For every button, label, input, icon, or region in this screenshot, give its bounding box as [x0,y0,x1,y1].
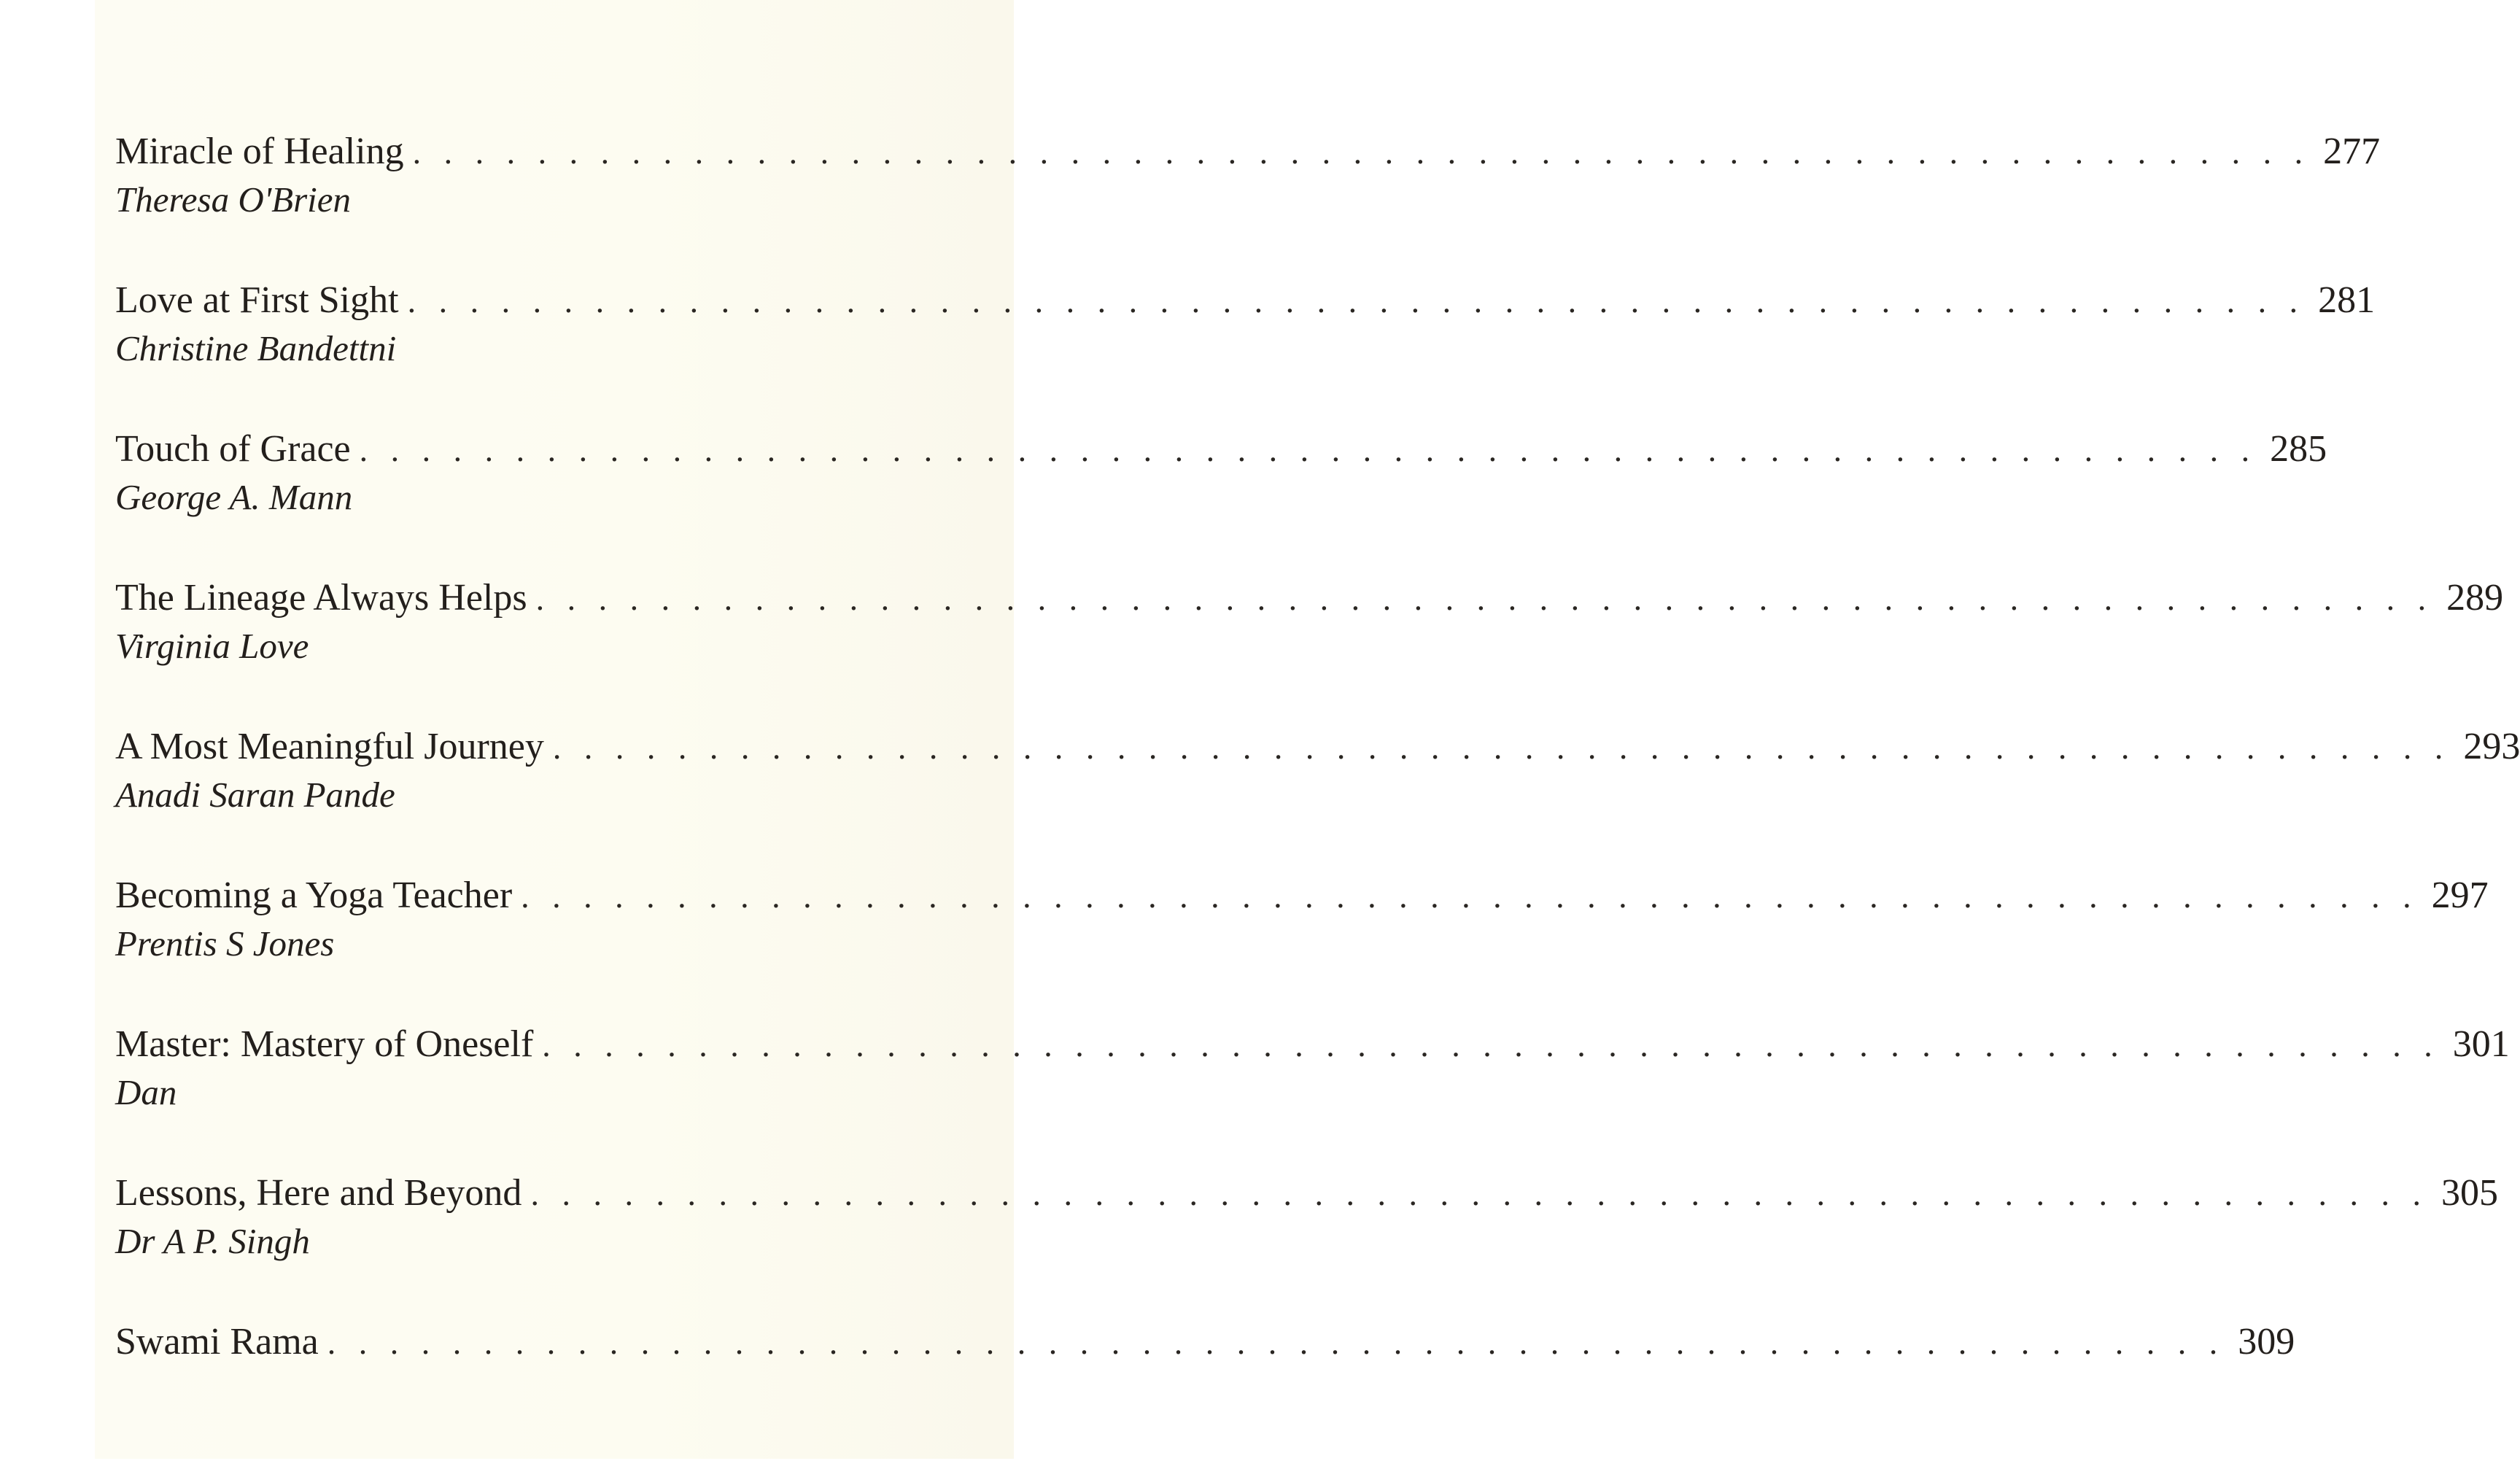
dot-leader: . . . . . . . . . . . . . . . . . . . . . . . . . . . . . . . . . . . . . . . . . . . . . . . . . . . . . . . . . . . . . [359,431,2257,468]
toc-entry-line [115,130,2381,174]
toc-entry-title: The Lineage Always Helps [115,577,527,619]
toc-entry-page-number: 301 [2452,1023,2510,1065]
toc-entry-page-number: 289 [2446,577,2504,619]
toc-entry-line [115,1171,2498,1216]
toc-entry-author: Theresa O'Brien [115,179,352,220]
toc-entry-author: Virginia Love [115,626,309,666]
toc-entry-title: Becoming a Yoga Teacher [115,875,513,916]
toc-entry-title: A Most Meaningful Journey [115,726,544,767]
toc-entry-title: Swami Rama [115,1321,319,1363]
toc-entry-author: Christine Bandettni [115,328,397,368]
toc-entry [115,874,2489,1023]
toc-entry-author: George A. Mann [115,477,353,517]
toc-entry-page-number: 297 [2431,875,2489,916]
dot-leader: . . . . . . . . . . . . . . . . . . . . . . . . . . . . . . . . . . . . . . . . . . . . . . . . . . . . . . . . . . . . . [521,877,2419,915]
toc-entry-line [115,725,2520,770]
toc-entry-line [115,576,2504,621]
toc-entry-author: Dan [115,1072,177,1112]
toc-entry-title: Touch of Grace [115,428,351,470]
toc-entry-page-number: 277 [2323,131,2381,172]
toc-entry-author: Dr A P. Singh [115,1221,310,1261]
dot-leader: . . . . . . . . . . . . . . . . . . . . . . . . . . . . . . . . . . . . . . . . . . . . . . . . . . . . . . . . . . . . . [530,1175,2428,1212]
toc-entry [115,279,2376,427]
dot-leader: . . . . . . . . . . . . . . . . . . . . . . . . . . . . . . . . . . . . . . . . . . . . . . . . . . . . . . . . . . . . . [412,133,2311,171]
toc-entry-title: Master: Mastery of Oneself [115,1023,534,1065]
toc-entry-page-number: 285 [2270,428,2327,470]
dot-leader: . . . . . . . . . . . . . . . . . . . . . . . . . . . . . . . . . . . . . . . . . . . . . . . . . . . . . . . . . . . . . [327,1324,2225,1361]
dot-leader: . . . . . . . . . . . . . . . . . . . . . . . . . . . . . . . . . . . . . . . . . . . . . . . . . . . . . . . . . . . . . [552,729,2451,766]
toc-entry-line [115,1023,2510,1067]
toc-entry [115,427,2327,576]
table-of-contents [115,130,2520,1469]
dot-leader: . . . . . . . . . . . . . . . . . . . . . . . . . . . . . . . . . . . . . . . . . . . . . . . . . . . . . . . . . . . . . [542,1026,2440,1063]
toc-entry-title: Miracle of Healing [115,131,404,172]
toc-entry [115,1171,2498,1320]
toc-entry-line [115,874,2489,918]
toc-entry [115,130,2381,279]
toc-entry-page-number: 309 [2238,1321,2295,1363]
toc-entry-author: Anadi Saran Pande [115,775,395,815]
toc-entry-page-number: 281 [2318,279,2376,321]
dot-leader: . . . . . . . . . . . . . . . . . . . . . . . . . . . . . . . . . . . . . . . . . . . . . . . . . . . . . . . . . . . . . [535,580,2434,617]
toc-entry-line [115,279,2376,323]
toc-entry [115,576,2504,725]
toc-entry-page-number: 305 [2440,1172,2498,1214]
toc-entry [115,1023,2510,1171]
toc-entry-page-number: 293 [2463,726,2520,767]
toc-entry-author: Prentis S Jones [115,923,335,964]
toc-entry-title: Love at First Sight [115,279,399,321]
toc-entry-line [115,1320,2295,1365]
toc-entry [115,1320,2295,1469]
toc-entry-line [115,427,2327,472]
toc-entry-title: Lessons, Here and Beyond [115,1172,522,1214]
toc-entry [115,725,2520,874]
dot-leader: . . . . . . . . . . . . . . . . . . . . . . . . . . . . . . . . . . . . . . . . . . . . . . . . . . . . . . . . . . . . . [407,282,2306,319]
